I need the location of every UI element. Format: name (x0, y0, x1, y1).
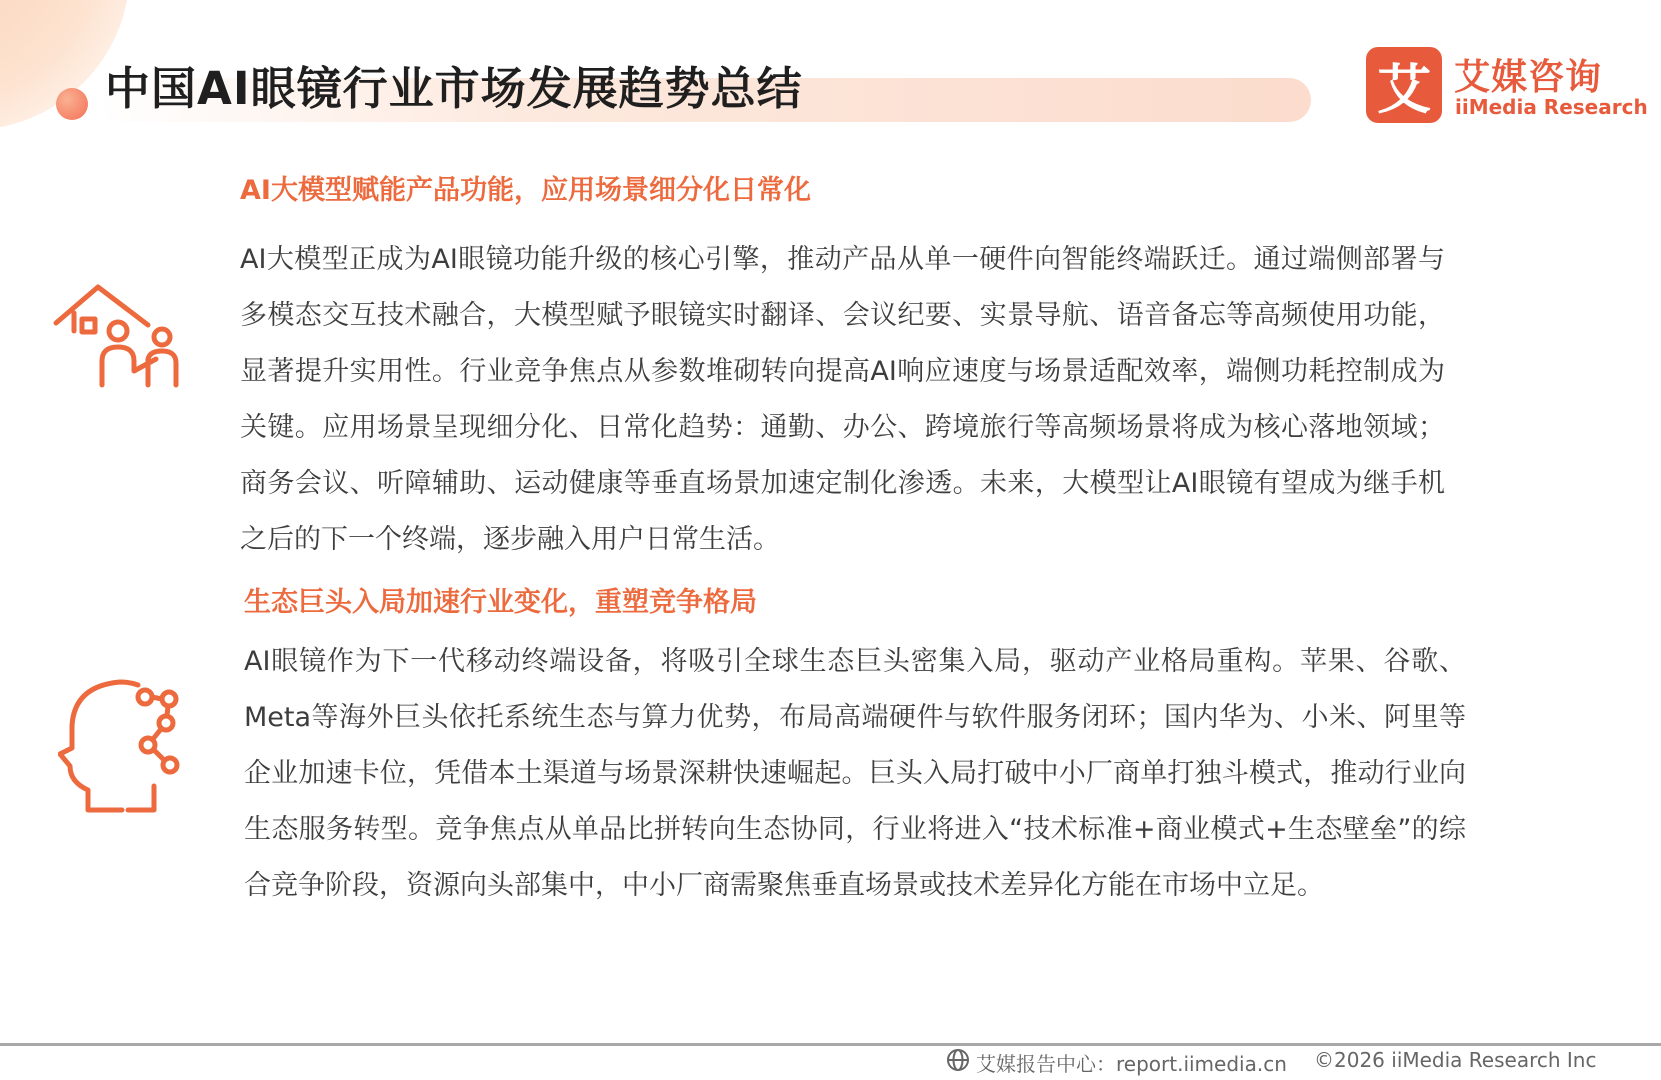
page-title: 中国AI眼镜行业市场发展趋势总结 (105, 62, 803, 115)
home-family-icon (52, 283, 180, 388)
globe-icon (946, 1048, 970, 1072)
decorative-dot (56, 88, 88, 120)
section-2-title: 生态巨头入局加速行业变化，重塑竞争格局 (244, 587, 757, 618)
section-2-body: AI眼镜作为下一代移动终端设备，将吸引全球生态巨头密集入局，驱动产业格局重构。苹果、谷歌、Meta等海外巨头依托系统生态与算力优势，布局高端硬件与软件服务闭环；国内华为、小米、阿里等企业加速卡位，凭借本土渠道与场景深耕快速崛起。巨头入局打破中小厂商单打独斗模式，推动行业向生态服务转型。竞争焦点从单品比拼转向生态协同，行业将进入“技术标准+商业模式+生态壁垒”的综合竞争阶段，资源向头部集中，中小厂商需聚焦垂直场景或技术差异化方能在市场中立足。 (244, 646, 1466, 901)
footer-report-center: 艾媒报告中心：report.iimedia.cn (976, 1052, 1287, 1076)
section-1-body: AI大模型正成为AI眼镜功能升级的核心引擎，推动产品从单一硬件向智能终端跃迁。通过端侧部署与多模态交互技术融合，大模型赋予眼镜实时翻译、会议纪要、实景导航、语音备忘等高频使用功能，显著提升实用性。行业竞争焦点从参数堆砌转向提高AI响应速度与场景适配效率，端侧功耗控制成为关键。应用场景呈现细分化、日常化趋势：通勤、办公、跨境旅行等高频场景将成为核心落地领域；商务会议、听障辅助、运动健康等垂直场景加速定制化渗透。未来，大模型让AI眼镜有望成为继手机之后的下一个终端，逐步融入用户日常生活。 (240, 244, 1445, 555)
footer-divider (0, 1043, 1661, 1046)
logo-text-cn: 艾媒咨询 (1454, 57, 1603, 98)
section-1-title: AI大模型赋能产品功能，应用场景细分化日常化 (240, 175, 811, 206)
logo-mark-icon: 艾 (1366, 47, 1442, 123)
brand-logo (1366, 47, 1648, 123)
logo-text-en: iiMedia Research (1455, 95, 1648, 119)
footer-copyright: ©2026 iiMedia Research Inc (1314, 1048, 1597, 1072)
head-network-icon (58, 678, 183, 814)
